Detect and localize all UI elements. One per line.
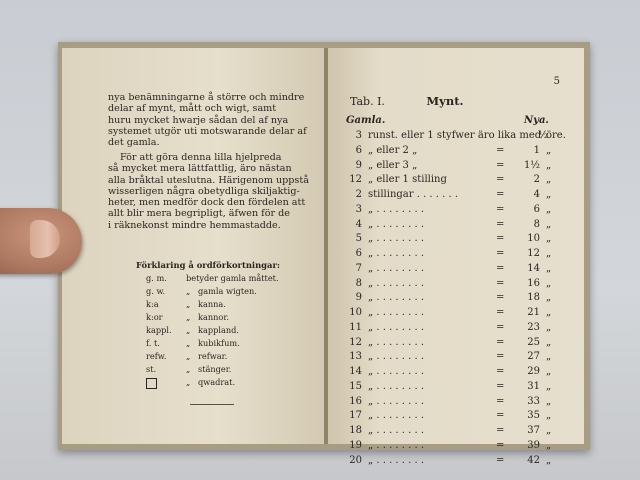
- row-unit: „: [546, 439, 552, 451]
- row-result: 2: [533, 174, 540, 186]
- row-description: stillingar . . . . . . .: [368, 189, 459, 200]
- row-description: „ . . . . . . . .: [368, 380, 425, 392]
- text-line: i räknekonst mindre hemmastadde.: [108, 219, 281, 231]
- row-unit: „: [546, 248, 552, 259]
- row-quantity: 6: [355, 248, 362, 259]
- abbreviation-meaning: gamla wigten.: [198, 286, 257, 296]
- row-description: „ . . . . . . . .: [368, 292, 425, 304]
- row-result: 14: [527, 262, 540, 274]
- row-quantity: 7: [355, 262, 362, 274]
- table-row: [346, 248, 556, 263]
- abbreviation-meaning: stänger.: [198, 364, 232, 374]
- ditto-mark: „: [186, 351, 191, 361]
- row-unit: „: [546, 262, 552, 274]
- intro-paragraph: [108, 92, 313, 148]
- table-row: [346, 425, 556, 440]
- row-result: 35: [527, 410, 540, 422]
- row-quantity: 3: [355, 130, 362, 141]
- abbreviation: g. m.: [146, 273, 167, 283]
- row-quantity: 18: [349, 425, 362, 436]
- table-row: [346, 366, 556, 381]
- abbreviation-row: [146, 312, 229, 324]
- abbreviation-meaning: qwadrat.: [198, 377, 236, 387]
- row-description: „ . . . . . . . .: [368, 262, 425, 274]
- row-equals-sign: =: [496, 292, 505, 304]
- row-quantity: 9: [355, 159, 362, 171]
- row-quantity: 12: [349, 174, 362, 186]
- row-unit: „: [546, 174, 552, 186]
- thumbnail: [30, 220, 60, 258]
- table-row: [346, 174, 556, 189]
- table-label: Tab. I.: [350, 95, 385, 108]
- table-row: [346, 440, 556, 455]
- abbreviation: k:or: [146, 312, 163, 322]
- row-description: „ . . . . . . . .: [368, 425, 425, 436]
- row-description: „ . . . . . . . .: [368, 439, 425, 451]
- row-result: 6: [533, 203, 540, 215]
- row-result: 42: [527, 454, 540, 466]
- column-header-old: Gamla.: [346, 115, 386, 126]
- text-line: nya benämningarne å större och mindre: [108, 92, 305, 103]
- row-unit: „: [546, 203, 552, 215]
- table-row: [346, 160, 556, 175]
- row-result: 37: [527, 425, 540, 436]
- ditto-mark: „: [186, 364, 191, 374]
- table-row: [346, 292, 556, 307]
- right-page: [328, 48, 584, 466]
- row-description: „ . . . . . . . .: [368, 395, 425, 407]
- row-quantity: 9: [355, 292, 362, 304]
- row-quantity: 12: [349, 336, 362, 348]
- row-unit: „: [546, 159, 552, 171]
- row-unit: „: [546, 410, 552, 422]
- row-result: 1: [533, 144, 540, 156]
- row-equals-sign: =: [496, 351, 505, 363]
- text-line: huru mycket hwarje sådan del af nya: [108, 114, 289, 126]
- row-description: „ eller 1 stilling: [368, 174, 447, 186]
- row-equals-sign: =: [496, 410, 505, 422]
- square-symbol-icon: [146, 378, 157, 389]
- row-unit: „: [546, 144, 552, 156]
- open-booklet: [58, 42, 590, 466]
- abbreviations-title: Förklaring å ordförkortningar:: [136, 260, 280, 270]
- row-result: 18: [527, 292, 540, 304]
- row-equals-sign: =: [496, 454, 505, 466]
- abbreviation-meaning: kubikfum.: [198, 338, 240, 348]
- row-quantity: 8: [355, 277, 362, 289]
- row-unit: „: [546, 292, 552, 304]
- row-equals-sign: =: [496, 395, 505, 407]
- row-quantity: 15: [349, 380, 362, 392]
- row-equals-sign: =: [496, 307, 505, 318]
- text-line: systemet utgör uti motswarande delar af: [108, 125, 307, 137]
- ditto-mark: „: [186, 325, 191, 335]
- row-equals-sign: =: [496, 262, 505, 274]
- table-row: [346, 263, 556, 278]
- abbreviation-row: [146, 338, 240, 350]
- abbreviation-meaning: betyder gamla måttet.: [186, 273, 279, 283]
- row-description: „ . . . . . . . .: [368, 336, 425, 348]
- row-quantity: 13: [349, 351, 362, 363]
- row-unit: „: [546, 277, 552, 289]
- row-result: 8: [533, 218, 540, 230]
- abbreviation: g. w.: [146, 286, 166, 296]
- thumb-holding-page: [0, 208, 82, 274]
- table-row: [346, 219, 556, 234]
- explanation-paragraph: [108, 152, 313, 231]
- table-row: [346, 130, 566, 145]
- abbreviation-row: [146, 299, 226, 311]
- row-result: 21: [527, 307, 540, 318]
- row-result: 33: [527, 395, 540, 407]
- row-quantity: 17: [349, 410, 362, 422]
- row-equals-sign: =: [496, 336, 505, 348]
- row-unit: öre.: [546, 130, 566, 141]
- row-unit: „: [546, 218, 552, 230]
- left-page: [62, 48, 324, 444]
- row-description: „ eller 2 „: [368, 144, 418, 156]
- row-quantity: 14: [349, 366, 362, 377]
- table-row: [346, 233, 556, 248]
- row-equals-sign: =: [496, 189, 505, 200]
- row-equals-sign: =: [496, 218, 505, 230]
- table-heading: Mynt.: [426, 94, 464, 108]
- row-description: „ . . . . . . . .: [368, 203, 425, 215]
- row-description: runst. eller 1 styfwer äro lika med: [368, 130, 542, 141]
- text-line: För att göra denna lilla hjelpreda: [120, 152, 282, 163]
- row-equals-sign: =: [496, 233, 505, 245]
- table-row: [346, 278, 556, 293]
- row-result: 31: [527, 380, 540, 392]
- row-result: 10: [527, 233, 540, 245]
- table-row: [346, 410, 556, 425]
- row-equals-sign: =: [496, 321, 505, 333]
- abbreviation: kappl.: [146, 325, 172, 335]
- table-row: [346, 455, 556, 470]
- row-result: ½: [538, 130, 548, 141]
- abbreviation-meaning: kannor.: [198, 312, 229, 322]
- page-number: 5: [553, 76, 560, 87]
- row-description: „ . . . . . . . .: [368, 321, 425, 333]
- abbreviation-meaning: refwar.: [198, 351, 228, 361]
- table-row: [346, 381, 556, 396]
- abbreviation-meaning: kanna.: [198, 299, 226, 309]
- divider-rule: [190, 404, 234, 405]
- abbreviation-row: [146, 351, 227, 363]
- row-equals-sign: =: [496, 380, 505, 392]
- row-description: „ eller 3 „: [368, 159, 418, 171]
- ditto-mark: „: [186, 312, 191, 322]
- row-quantity: 19: [349, 439, 362, 451]
- table-row: [346, 322, 556, 337]
- row-result: 4: [533, 189, 540, 200]
- column-header-new: Nya.: [524, 115, 549, 126]
- ditto-mark: „: [186, 299, 191, 309]
- abbreviation-row: [146, 273, 279, 285]
- text-line: heter, men medför dock den fördelen att: [108, 197, 306, 209]
- row-result: 23: [527, 321, 540, 333]
- table-row: [346, 204, 556, 219]
- row-unit: „: [546, 425, 552, 436]
- row-description: „ . . . . . . . .: [368, 351, 425, 363]
- table-row: [346, 396, 556, 411]
- row-equals-sign: =: [496, 277, 505, 289]
- abbreviation-row: [146, 325, 239, 337]
- text-line: delar af mynt, mått och wigt, samt: [108, 103, 277, 115]
- text-line: wisserligen några obetydliga skiljaktig-: [108, 185, 300, 197]
- table-row: [346, 337, 556, 352]
- row-equals-sign: =: [496, 439, 505, 451]
- row-unit: „: [546, 351, 552, 363]
- row-unit: „: [546, 454, 552, 466]
- row-unit: „: [546, 395, 552, 407]
- row-description: „ . . . . . . . .: [368, 233, 425, 245]
- row-equals-sign: =: [496, 159, 505, 171]
- row-unit: „: [546, 233, 552, 245]
- row-unit: „: [546, 380, 552, 392]
- abbreviation-row: [146, 286, 257, 298]
- row-description: „ . . . . . . . .: [368, 366, 425, 377]
- row-equals-sign: =: [496, 203, 505, 215]
- abbreviation-square-symbol: [146, 377, 186, 389]
- row-quantity: 6: [355, 144, 362, 156]
- row-equals-sign: =: [496, 425, 505, 436]
- row-description: „ . . . . . . . .: [368, 218, 425, 230]
- ditto-mark: „: [186, 286, 191, 296]
- row-result: 12: [527, 248, 540, 259]
- row-equals-sign: =: [496, 248, 505, 259]
- row-unit: „: [546, 307, 552, 318]
- table-row: [346, 145, 556, 160]
- row-result: 29: [527, 366, 540, 377]
- row-description: „ . . . . . . . .: [368, 307, 425, 318]
- row-result: 25: [527, 336, 540, 348]
- table-row: [346, 351, 556, 366]
- abbreviation-row: [146, 364, 231, 376]
- row-unit: „: [546, 336, 552, 348]
- abbreviation-meaning: kappland.: [198, 325, 239, 335]
- ditto-mark: „: [186, 377, 191, 387]
- table-row: [346, 189, 556, 204]
- text-line: allt blir mera begripligt, äfwen för de: [108, 208, 290, 220]
- row-description: „ . . . . . . . .: [368, 248, 425, 259]
- row-quantity: 16: [349, 395, 362, 407]
- row-quantity: 5: [355, 233, 362, 245]
- row-description: „ . . . . . . . .: [368, 454, 425, 466]
- text-line: så mycket mera lättfattlig, äro nästan: [108, 163, 292, 175]
- text-line: det gamla.: [108, 137, 160, 149]
- row-result: 39: [527, 439, 540, 451]
- row-equals-sign: =: [496, 174, 505, 186]
- row-quantity: 2: [355, 189, 362, 200]
- row-quantity: 20: [349, 454, 362, 466]
- table-title: [350, 94, 464, 108]
- abbreviation-row: [146, 377, 235, 389]
- row-result: 27: [527, 351, 540, 363]
- row-result: 1½: [523, 159, 540, 171]
- row-equals-sign: =: [496, 144, 505, 156]
- row-unit: „: [546, 189, 552, 200]
- row-description: „ . . . . . . . .: [368, 277, 425, 289]
- abbreviation: k:a: [146, 299, 159, 309]
- row-equals-sign: =: [496, 366, 505, 377]
- row-quantity: 10: [349, 307, 362, 318]
- row-description: „ . . . . . . . .: [368, 410, 425, 422]
- row-unit: „: [546, 321, 552, 333]
- row-quantity: 11: [349, 321, 362, 333]
- abbreviation: refw.: [146, 351, 167, 361]
- table-row: [346, 307, 556, 322]
- abbreviation: st.: [146, 364, 157, 374]
- row-quantity: 4: [355, 218, 362, 230]
- text-line: alla bråktal uteslutna. Härigenom uppstå: [108, 174, 309, 186]
- row-unit: „: [546, 366, 552, 377]
- ditto-mark: „: [186, 338, 191, 348]
- abbreviation: f. t.: [146, 338, 160, 348]
- row-quantity: 3: [355, 203, 362, 215]
- row-result: 16: [527, 277, 540, 289]
